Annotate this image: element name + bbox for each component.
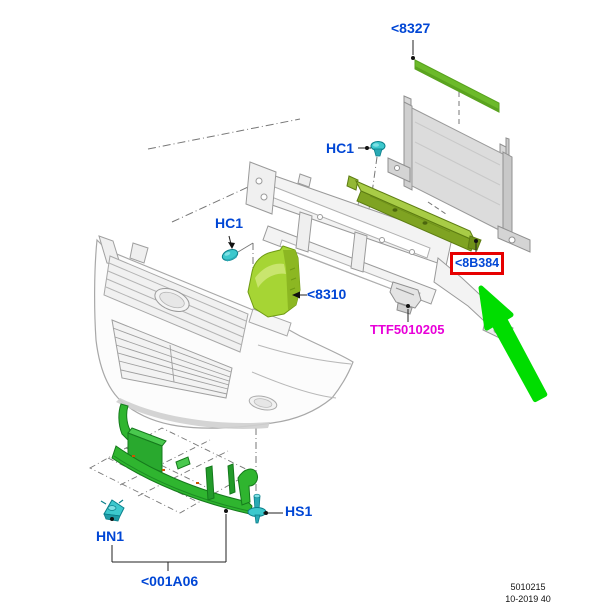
green-arrow-icon	[481, 288, 545, 400]
hs1-screw-icon[interactable]	[248, 494, 266, 523]
document-footer	[478, 581, 578, 605]
hc1-clip-top-icon[interactable]	[371, 142, 385, 157]
part-label-001a06[interactable]: <001A06	[141, 573, 199, 589]
fastener-label-hc1-left[interactable]: HC1	[215, 215, 244, 231]
fastener-label-hn1[interactable]: HN1	[96, 528, 125, 544]
part-8327-bar[interactable]	[415, 60, 499, 112]
hc1-clip-left-icon[interactable]	[221, 247, 240, 262]
part-8310-bracket[interactable]	[248, 246, 300, 317]
part-label-8327[interactable]: <8327	[391, 20, 431, 36]
selected-part-label-8b384[interactable]: <8B384	[450, 252, 504, 275]
fastener-label-hs1[interactable]: HS1	[285, 503, 313, 519]
part-label-8310[interactable]: <8310	[307, 286, 347, 302]
document-code: 10-2019 40	[505, 594, 551, 604]
part-label-ttf5010205[interactable]: TTF5010205	[370, 322, 445, 337]
document-number: 5010215	[510, 582, 546, 592]
fastener-label-hc1-top[interactable]: HC1	[326, 140, 355, 156]
front-bumper-drawing	[95, 236, 353, 429]
